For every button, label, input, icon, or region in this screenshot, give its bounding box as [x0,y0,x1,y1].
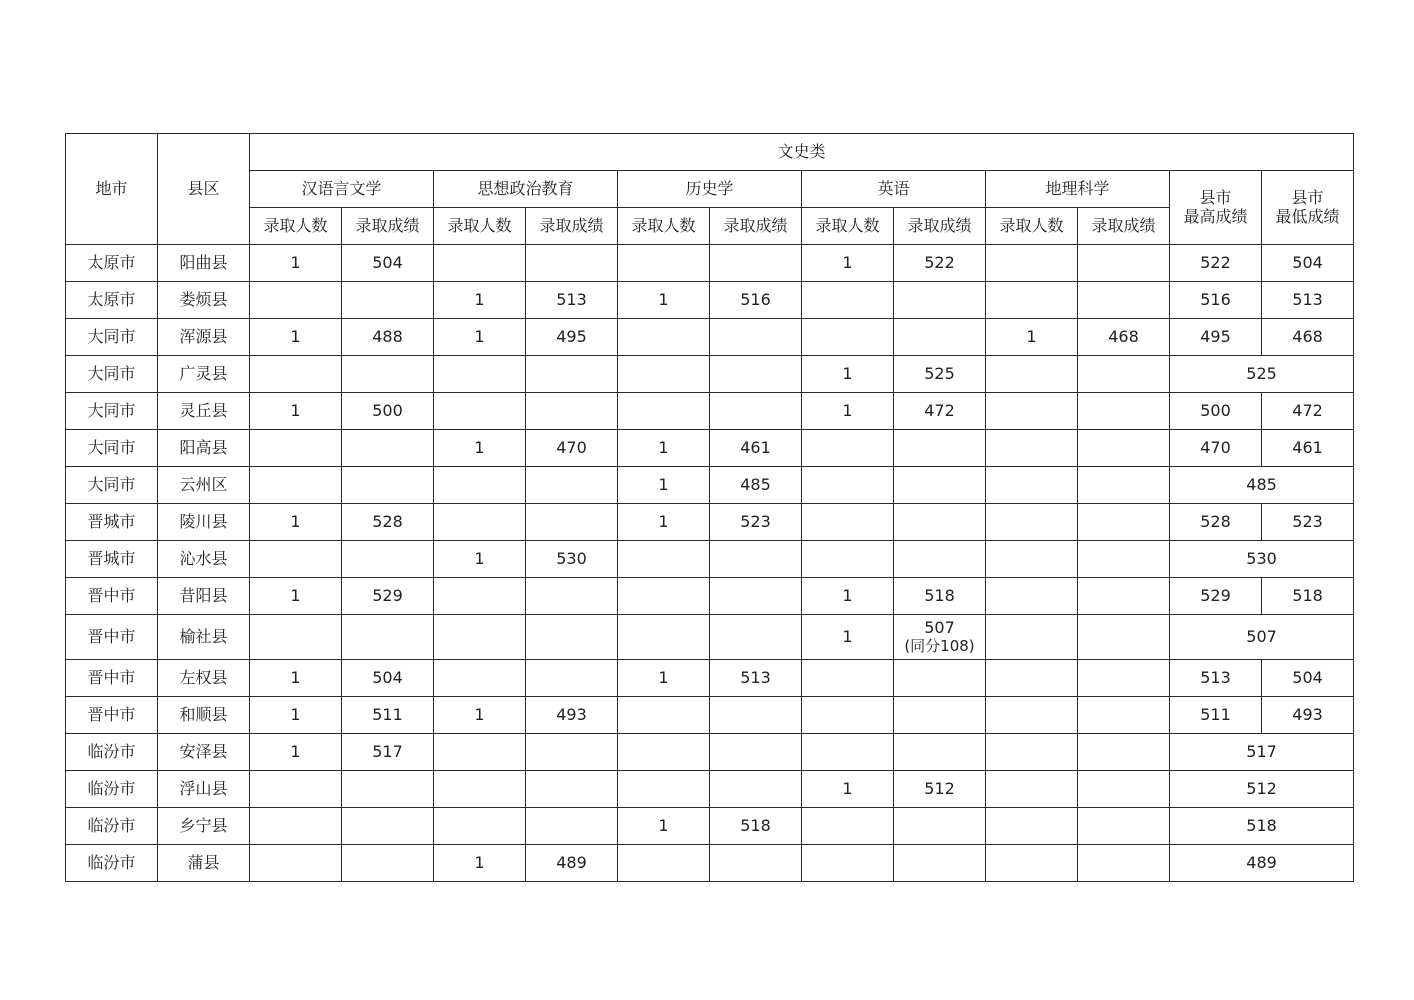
header-row-category [66,134,1354,171]
cell-count: 1 [986,319,1078,356]
cell-score: 511 [342,697,434,734]
cell-count: 1 [434,430,526,467]
cell-count [802,660,894,697]
cell-max-score: 511 [1170,697,1262,734]
cell-city: 晋中市 [66,697,158,734]
cell-count [250,430,342,467]
header-score: 录取成绩 [894,208,986,245]
cell-score [1078,615,1170,660]
header-subject: 历史学 [618,171,802,208]
cell-count [618,697,710,734]
cell-city: 临汾市 [66,771,158,808]
cell-county-score: 518 [1170,808,1354,845]
cell-score [1078,771,1170,808]
cell-city: 太原市 [66,282,158,319]
header-min-line1: 县市 [1291,188,1324,208]
cell-max-score: 513 [1170,660,1262,697]
cell-count: 1 [250,319,342,356]
cell-county: 广灵县 [158,356,250,393]
header-count: 录取人数 [250,208,342,245]
header-subject: 汉语言文学 [250,171,434,208]
cell-score: 468 [1078,319,1170,356]
table-row [66,245,1354,282]
header-score: 录取成绩 [526,208,618,245]
cell-count [802,845,894,882]
cell-county-score: 530 [1170,541,1354,578]
cell-score [710,245,802,282]
cell-score [1078,282,1170,319]
cell-count [986,734,1078,771]
table-row [66,771,1354,808]
cell-max-score: 495 [1170,319,1262,356]
cell-count: 1 [802,393,894,430]
cell-score [1078,697,1170,734]
header-subject: 思想政治教育 [434,171,618,208]
cell-count [434,393,526,430]
cell-count: 1 [434,541,526,578]
cell-county: 沁水县 [158,541,250,578]
table-row [66,660,1354,697]
cell-count [434,615,526,660]
cell-min-score: 472 [1262,393,1354,430]
cell-score: 513 [710,660,802,697]
cell-score [894,319,986,356]
cell-county-score: 507 [1170,615,1354,660]
header-subject: 地理科学 [986,171,1170,208]
cell-city: 晋城市 [66,504,158,541]
cell-score: 525 [894,356,986,393]
cell-count [618,245,710,282]
cell-score: 461 [710,430,802,467]
cell-county: 左权县 [158,660,250,697]
cell-min-score: 504 [1262,245,1354,282]
cell-count [986,845,1078,882]
cell-city: 临汾市 [66,845,158,882]
cell-count [434,245,526,282]
table-row [66,734,1354,771]
cell-min-score: 493 [1262,697,1354,734]
cell-min-score: 468 [1262,319,1354,356]
header-count: 录取人数 [618,208,710,245]
cell-count [250,845,342,882]
table-row [66,615,1354,660]
cell-count [986,245,1078,282]
cell-city: 晋城市 [66,541,158,578]
cell-count: 1 [434,282,526,319]
cell-city: 大同市 [66,430,158,467]
cell-score [894,734,986,771]
cell-min-score: 523 [1262,504,1354,541]
cell-score [894,541,986,578]
cell-city: 大同市 [66,356,158,393]
table-row [66,282,1354,319]
table-row [66,541,1354,578]
cell-score [894,467,986,504]
cell-score: 529 [342,578,434,615]
header-count: 录取人数 [434,208,526,245]
cell-score [526,808,618,845]
header-county: 县区 [158,134,250,245]
cell-count: 1 [250,578,342,615]
cell-count [618,356,710,393]
cell-count [986,578,1078,615]
cell-score [710,697,802,734]
cell-count [802,467,894,504]
cell-count: 1 [250,393,342,430]
header-min-score [1262,171,1354,245]
cell-county: 云州区 [158,467,250,504]
table-row [66,697,1354,734]
cell-count: 1 [802,578,894,615]
cell-max-score: 528 [1170,504,1262,541]
cell-count: 1 [802,771,894,808]
cell-score [1078,356,1170,393]
cell-score: 513 [526,282,618,319]
table-row [66,467,1354,504]
cell-count: 1 [434,697,526,734]
cell-count [802,697,894,734]
cell-score [894,660,986,697]
header-row-subjects [66,171,1354,208]
cell-city: 大同市 [66,393,158,430]
cell-count: 1 [250,245,342,282]
cell-count: 1 [618,430,710,467]
cell-county: 蒲县 [158,845,250,882]
cell-county-score: 489 [1170,845,1354,882]
cell-max-score: 522 [1170,245,1262,282]
cell-score [894,615,986,660]
cell-count [986,504,1078,541]
cell-score [526,356,618,393]
cell-score [1078,430,1170,467]
cell-county-score: 517 [1170,734,1354,771]
cell-score: 489 [526,845,618,882]
cell-score [1078,660,1170,697]
cell-county: 昔阳县 [158,578,250,615]
cell-score [526,393,618,430]
header-row-fields [66,208,1354,245]
cell-min-score: 518 [1262,578,1354,615]
cell-city: 临汾市 [66,734,158,771]
header-score: 录取成绩 [710,208,802,245]
cell-score [710,393,802,430]
cell-score [342,808,434,845]
cell-count [250,541,342,578]
cell-city: 大同市 [66,467,158,504]
cell-score [1078,467,1170,504]
cell-score [710,771,802,808]
cell-score-value: 507 [924,618,955,638]
cell-score [1078,845,1170,882]
cell-score: 512 [894,771,986,808]
header-max-score [1170,171,1262,245]
header-max-line2: 最高成绩 [1183,206,1248,226]
cell-city: 太原市 [66,245,158,282]
cell-count [986,615,1078,660]
cell-city: 晋中市 [66,615,158,660]
cell-score: 493 [526,697,618,734]
cell-score: 516 [710,282,802,319]
cell-count [986,467,1078,504]
cell-count [618,734,710,771]
cell-score: 472 [894,393,986,430]
header-category: 文史类 [250,134,1354,171]
cell-max-score: 470 [1170,430,1262,467]
cell-score: 518 [710,808,802,845]
cell-score-note: (同分108) [904,636,975,655]
cell-count [618,771,710,808]
cell-score [526,245,618,282]
cell-count: 1 [618,660,710,697]
cell-count [434,771,526,808]
admission-score-table [65,133,1354,882]
cell-score [1078,578,1170,615]
cell-count [618,615,710,660]
cell-score: 518 [894,578,986,615]
cell-count [802,430,894,467]
cell-count: 1 [434,845,526,882]
cell-score [526,467,618,504]
cell-score: 485 [710,467,802,504]
cell-min-score: 461 [1262,430,1354,467]
cell-count [434,808,526,845]
cell-count [986,430,1078,467]
cell-county: 和顺县 [158,697,250,734]
cell-score [1078,504,1170,541]
cell-count: 1 [250,660,342,697]
cell-count [986,393,1078,430]
cell-count: 1 [618,282,710,319]
cell-score: 523 [710,504,802,541]
cell-county: 娄烦县 [158,282,250,319]
cell-count [250,356,342,393]
cell-count [250,467,342,504]
cell-score [710,734,802,771]
header-city: 地市 [66,134,158,245]
cell-score: 470 [526,430,618,467]
cell-score: 517 [342,734,434,771]
header-score: 录取成绩 [342,208,434,245]
cell-county: 阳高县 [158,430,250,467]
cell-count [986,356,1078,393]
cell-count: 1 [250,504,342,541]
cell-score [894,808,986,845]
cell-count [618,845,710,882]
cell-city: 大同市 [66,319,158,356]
cell-score [342,467,434,504]
cell-city: 临汾市 [66,808,158,845]
cell-score: 504 [342,245,434,282]
cell-score [342,541,434,578]
header-min-line2: 最低成绩 [1275,206,1340,226]
cell-count: 1 [802,356,894,393]
cell-score [710,615,802,660]
cell-count [434,734,526,771]
cell-count [986,541,1078,578]
cell-score [710,845,802,882]
table-row [66,504,1354,541]
cell-score: 528 [342,504,434,541]
table-row [66,578,1354,615]
table-row [66,356,1354,393]
cell-county: 阳曲县 [158,245,250,282]
cell-county-score: 512 [1170,771,1354,808]
cell-score: 495 [526,319,618,356]
header-max-line1: 县市 [1199,188,1232,208]
cell-count: 1 [618,467,710,504]
cell-score [526,504,618,541]
table-row [66,319,1354,356]
cell-score [894,282,986,319]
cell-max-score: 500 [1170,393,1262,430]
cell-city: 晋中市 [66,578,158,615]
cell-count [250,771,342,808]
cell-score [526,578,618,615]
cell-score [526,660,618,697]
cell-count: 1 [802,615,894,660]
cell-score: 488 [342,319,434,356]
cell-count [434,578,526,615]
cell-county: 安泽县 [158,734,250,771]
cell-min-score: 513 [1262,282,1354,319]
cell-score: 522 [894,245,986,282]
cell-count [250,615,342,660]
cell-city: 晋中市 [66,660,158,697]
cell-score [342,282,434,319]
cell-score: 500 [342,393,434,430]
cell-count [618,541,710,578]
cell-score: 504 [342,660,434,697]
cell-score [526,615,618,660]
cell-score [526,771,618,808]
cell-county: 灵丘县 [158,393,250,430]
cell-count [618,578,710,615]
cell-count: 1 [618,808,710,845]
cell-count [250,808,342,845]
cell-count [802,319,894,356]
cell-score [1078,541,1170,578]
table-row [66,808,1354,845]
cell-score [710,578,802,615]
cell-score: 530 [526,541,618,578]
cell-score [1078,393,1170,430]
header-subject: 英语 [802,171,986,208]
cell-score [710,541,802,578]
cell-score [894,430,986,467]
cell-count [434,660,526,697]
header-count: 录取人数 [802,208,894,245]
cell-count [434,356,526,393]
cell-county-score: 485 [1170,467,1354,504]
cell-count: 1 [802,245,894,282]
cell-count [802,504,894,541]
cell-score [1078,734,1170,771]
cell-county: 乡宁县 [158,808,250,845]
cell-count [986,808,1078,845]
table-row [66,393,1354,430]
cell-count [802,282,894,319]
cell-count: 1 [434,319,526,356]
cell-score [1078,808,1170,845]
cell-min-score: 504 [1262,660,1354,697]
cell-score [342,845,434,882]
table-row [66,430,1354,467]
cell-score [894,845,986,882]
cell-score [894,697,986,734]
cell-score [342,430,434,467]
cell-max-score: 529 [1170,578,1262,615]
cell-score [710,356,802,393]
cell-count [986,771,1078,808]
cell-count [802,808,894,845]
cell-score [526,734,618,771]
table-row [66,845,1354,882]
cell-count: 1 [250,697,342,734]
cell-county: 浮山县 [158,771,250,808]
cell-count [434,467,526,504]
cell-count [802,734,894,771]
cell-county-score: 525 [1170,356,1354,393]
cell-count [250,282,342,319]
cell-county: 浑源县 [158,319,250,356]
cell-count [802,541,894,578]
cell-count [986,660,1078,697]
cell-count [986,282,1078,319]
cell-count [434,504,526,541]
cell-score [1078,245,1170,282]
cell-county: 榆社县 [158,615,250,660]
cell-score [894,504,986,541]
cell-count [618,393,710,430]
cell-max-score: 516 [1170,282,1262,319]
header-count: 录取人数 [986,208,1078,245]
cell-score [342,356,434,393]
cell-count [986,697,1078,734]
cell-count: 1 [618,504,710,541]
cell-count: 1 [250,734,342,771]
cell-score [710,319,802,356]
cell-score [342,771,434,808]
table-body [66,134,1354,882]
cell-score [342,615,434,660]
cell-county: 陵川县 [158,504,250,541]
cell-count [618,319,710,356]
header-score: 录取成绩 [1078,208,1170,245]
